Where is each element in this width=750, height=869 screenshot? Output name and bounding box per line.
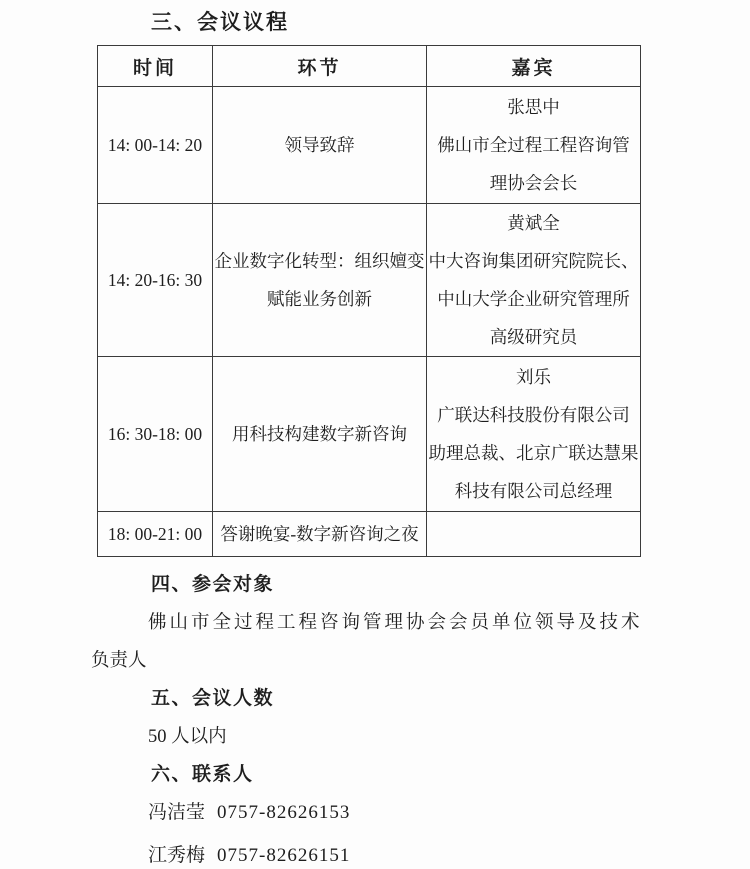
guest-line: 科技有限公司总经理 — [454, 481, 613, 501]
section-5-body: 50 人以内 — [148, 727, 227, 747]
table-row — [98, 204, 641, 357]
session-line: 用科技构建数字新咨询 — [232, 424, 407, 444]
table-row — [98, 87, 641, 204]
guest-line: 广联达科技股份有限公司 — [437, 405, 630, 425]
table-row — [98, 357, 641, 512]
section-5-heading: 五、会议人数 — [151, 688, 275, 709]
session-line: 领导致辞 — [284, 135, 355, 155]
agenda-table — [97, 45, 641, 557]
section-4-heading: 四、参会对象 — [151, 574, 275, 595]
column-header-session: 环节 — [213, 46, 427, 87]
guest-line: 黄斌全 — [507, 213, 560, 233]
contact-name: 江秀梅 — [148, 845, 206, 866]
guest-cell — [427, 357, 641, 512]
session-line: 答谢晚宴-数字新咨询之夜 — [220, 524, 419, 544]
contact-line — [148, 843, 750, 869]
time-cell: 16: 30-18: 00 — [98, 357, 213, 512]
session-cell — [213, 512, 427, 557]
time-cell: 14: 20-16: 30 — [98, 204, 213, 357]
table-row — [98, 512, 641, 557]
contact-name: 冯洁莹 — [148, 802, 206, 823]
session-cell — [213, 87, 427, 204]
time-cell: 14: 00-14: 20 — [98, 87, 213, 204]
column-header-guest: 嘉宾 — [427, 46, 641, 87]
guest-cell — [427, 204, 641, 357]
guest-line: 中大咨询集团研究院院长、 — [428, 251, 639, 271]
guest-cell — [427, 87, 641, 204]
column-header-time: 时间 — [98, 46, 213, 87]
guest-line: 佛山市全过程工程咨询管 — [437, 135, 630, 155]
guest-line: 高级研究员 — [489, 327, 578, 347]
session-cell — [213, 204, 427, 357]
guest-line: 理协会会长 — [489, 173, 578, 193]
contact-phone: 0757-82626153 — [217, 802, 351, 823]
section-6-heading: 六、联系人 — [151, 764, 254, 785]
contact-phone: 0757-82626151 — [217, 845, 351, 866]
session-line: 企业数字化转型：组织嬗变 — [214, 251, 425, 271]
guest-cell-empty — [427, 512, 641, 557]
guest-line: 中山大学企业研究管理所 — [437, 289, 630, 309]
section-4-body-line: 佛山市全过程工程咨询管理协会会员单位领导及技术 — [148, 613, 643, 633]
section-4-body-continuation: 负责人 — [91, 651, 147, 671]
guest-line: 张思中 — [507, 97, 560, 117]
section-3-heading: 三、会议议程 — [151, 10, 289, 34]
time-cell: 18: 00-21: 00 — [98, 512, 213, 557]
session-line: 赋能业务创新 — [267, 289, 372, 309]
contact-line — [148, 800, 750, 826]
guest-line: 刘乐 — [516, 367, 551, 387]
session-cell — [213, 357, 427, 512]
guest-line: 助理总裁、北京广联达慧果 — [428, 443, 639, 463]
table-header-row — [98, 46, 641, 87]
